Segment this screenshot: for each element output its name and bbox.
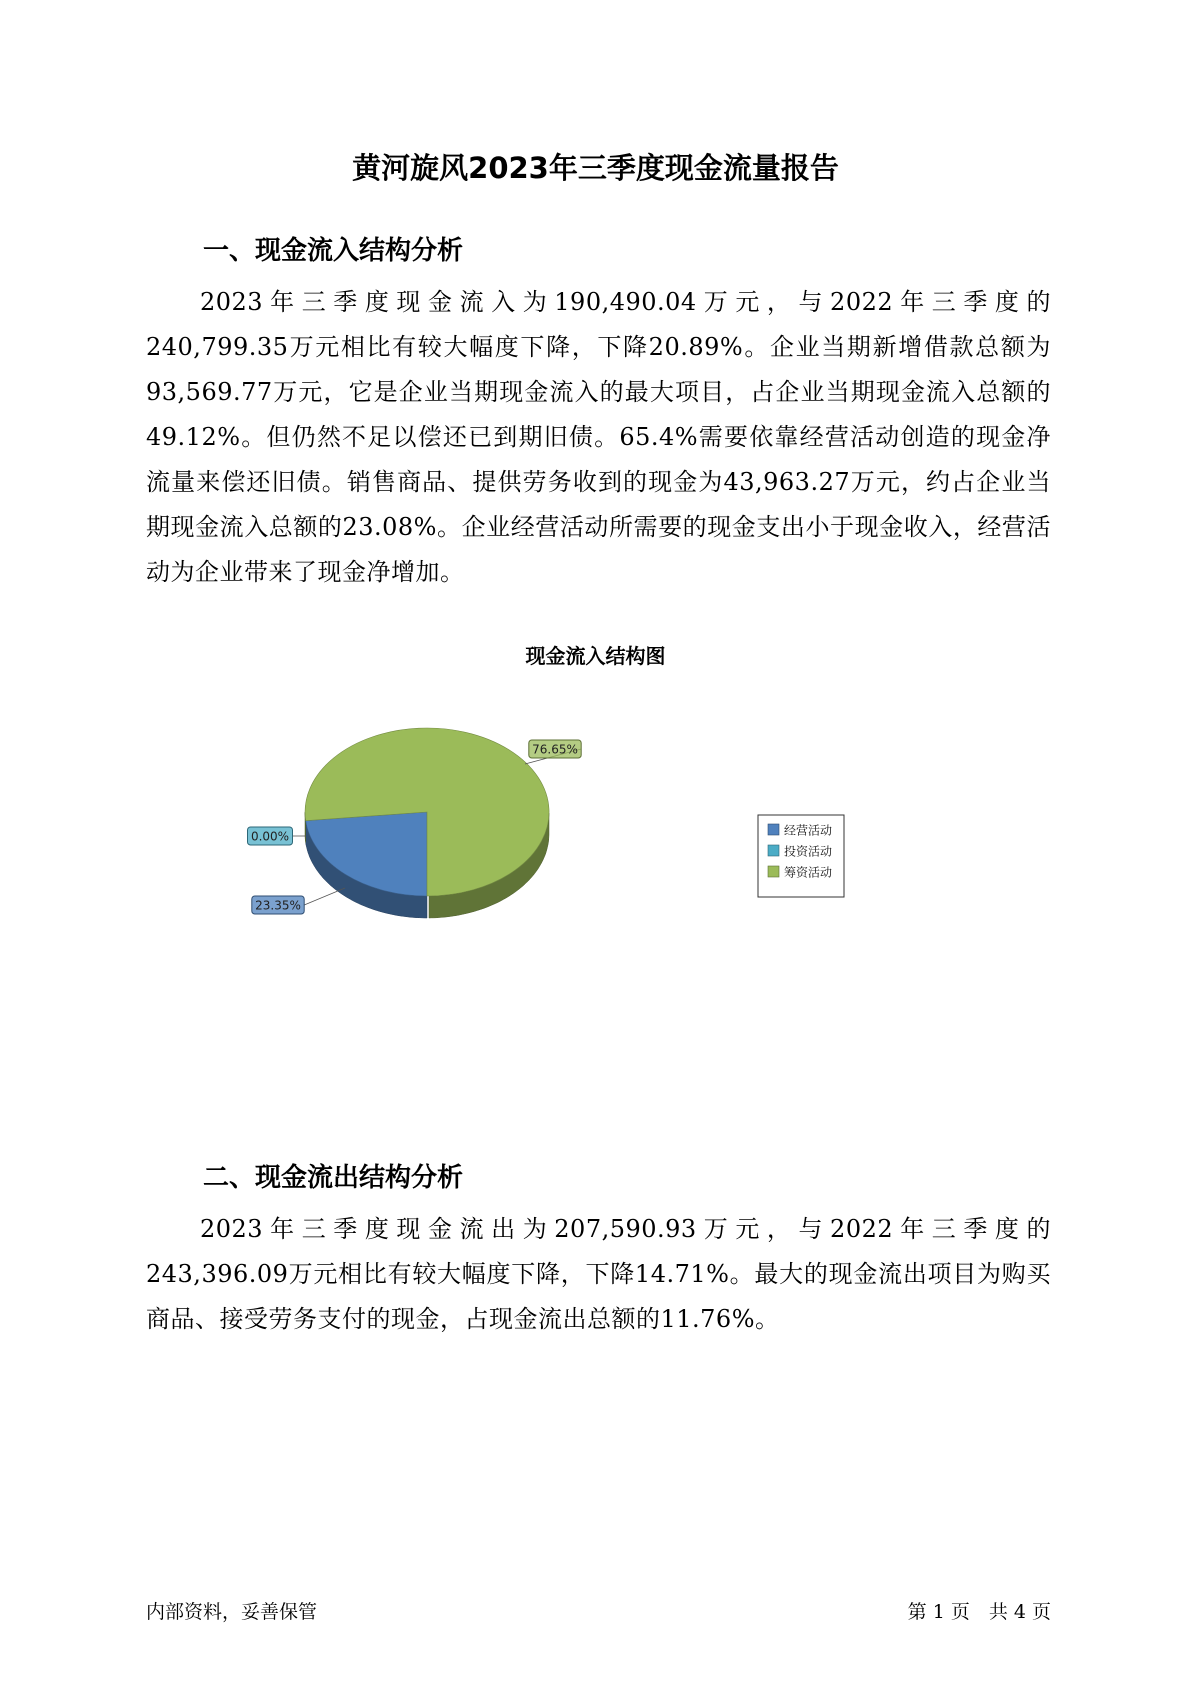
pie-data-label-2: 76.65%: [532, 742, 578, 757]
section-1-heading: 一、现金流入结构分析: [203, 236, 464, 266]
page-title: 黄河旋风2023年三季度现金流量报告: [352, 151, 839, 185]
section-2-heading: 二、现金流出结构分析: [203, 1163, 464, 1193]
section-1-paragraph: 2023年三季度现金流入为190,490.04万元，与2022年三季度的240,799.35万元相比有较大幅度下降，下降20.89%。企业当期新增借款总额为93,569.77万元，它是企业当期现金流入的最大项目，占企业当期现金流入总额的49.12%。但仍然不足以偿还已到期旧债。65.4%需要依靠经营活动创造的现金净流量来偿还旧债。销售商品、提供劳务收到的现金为43,963.27万元，约占企业当期现金流入总额的23.08%。企业经营活动所需要的现金支出小于现金收入，经营活动为企业带来了现金净增加。: [146, 288, 1051, 586]
pie-leader-line-0: [304, 888, 345, 905]
legend-swatch-0: [768, 824, 779, 835]
pie-data-label-1: 0.00%: [250, 829, 290, 844]
footer-confidential: 内部资料，妥善保管: [146, 1601, 318, 1623]
pie-data-label-0: 23.35%: [255, 898, 301, 913]
section-2-paragraph: 2023年三季度现金流出为207,590.93万元，与2022年三季度的243,396.09万元相比有较大幅度下降，下降14.71%。最大的现金流出项目为购买商品、接受劳务支付的现金，占现金流出总额的11.76%。: [146, 1215, 1051, 1333]
legend-swatch-2: [768, 866, 779, 877]
chart-title: 现金流入结构图: [525, 644, 666, 668]
pie-slice-0: [306, 812, 427, 896]
legend-swatch-1: [768, 845, 779, 856]
legend-label-2: 筹资活动: [784, 865, 833, 880]
legend-label-0: 经营活动: [784, 823, 833, 838]
footer-page-number: 第 1 页 共 4 页: [907, 1601, 1051, 1623]
legend-label-1: 投资活动: [784, 844, 833, 859]
